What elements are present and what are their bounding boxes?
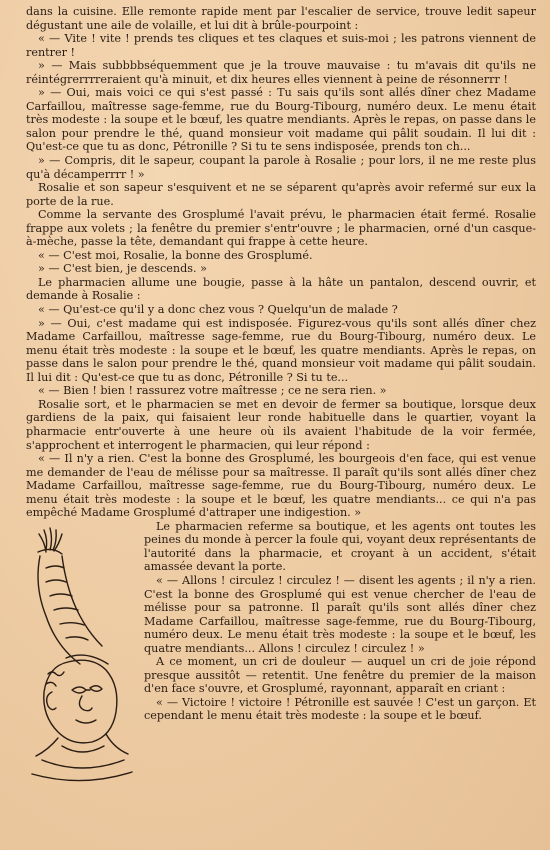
- paragraph: Le pharmacien referme sa boutique, et les agents ont toutes les peines du monde à percer la foule qui, voyant deux représentants de l'autorité dans la pharmacie, et croyant à un accident, s'était amassée devant la porte.: [144, 519, 536, 574]
- paragraph: dans la cuisine. Elle remonte rapide ment par l'escalier de service, trouve ledit sapeur dégustant une aile de volaille, et lui dit à brûle-pourpoint :: [26, 5, 536, 32]
- paragraph: « — Victoire ! victoire ! Pétronille est sauvée ! C'est un garçon. Et cependant le menu était très modeste : la soupe et le bœuf.: [144, 695, 536, 723]
- paragraph: Le pharmacien allume une bougie, passe à la hâte un pantalon, descend ouvrir, et demande à Rosalie :: [26, 275, 536, 303]
- pharmacist-nightcap-icon: [22, 524, 138, 786]
- paragraph: « — Allons ! circulez ! circulez ! — disent les agents ; il n'y a rien. C'est la bonne des Grosplumé qui est venue chercher de l'eau de mélisse pour sa patronne. Il paraît qu'ils sont allés dîner chez Madame Carfaillou, maîtresse sage-femme, rue du Bourg-Tibourg, numéro deux. Le menu était très modeste : la soupe et le bœuf, les quatre mendiants... Allons ! circulez ! circulez ! »: [144, 573, 536, 655]
- paragraph: « — Il n'y a rien. C'est la bonne des Grosplumé, les bourgeois d'en face, qui est venue me demander de l'eau de mélisse pour sa maîtresse. Il paraît qu'ils sont allés dîner chez Madame Carfaillou, maîtresse sage-femme, rue du Bourg-Tibourg, numéro deux. Le menu était très modeste : la soupe et le bœuf, les quatre mendiants... ce qui n'a pas empêché Madame Grosplumé d'attraper une indigestion. »: [26, 452, 536, 520]
- paragraph: Rosalie et son sapeur s'esquivent et ne se séparent qu'après avoir refermé sur eux la porte de la rue.: [26, 181, 536, 208]
- paragraph: Comme la servante des Grosplumé l'avait prévu, le pharmacien était fermé. Rosalie frappe aux volets ; la fenêtre du premier s'entr'ouvre ; le pharmacien, orné d'un casque-à-mèche, passe la tête, demandant qui frappe à cette heure.: [26, 208, 536, 249]
- paragraph: » — Oui, c'est madame qui est indisposée. Figurez-vous qu'ils sont allés dîner chez Madame Carfaillou, maîtresse sage-femme, rue du Bourg-Tibourg, numéro deux. Le menu était très modeste : la soupe et le bœuf, les quatre mendiants. Après le repas, on passe dans le salon pour prendre le thé, quand monsieur voit madame qui pâlit soudain. Il lui dit : Qu'est-ce que tu as donc, Pétronille ? Si tu te...: [26, 316, 536, 384]
- paragraph: Rosalie sort, et le pharmacien se met en devoir de fermer sa boutique, lorsque deux gardiens de la paix, qui faisaient leur ronde habituelle dans le quartier, voyant la pharmacie entr'ouverte à une heure où ils avaient l'habitude de la voir fermée, s'approchent et interrogent le pharmacien, qui leur répond :: [26, 397, 536, 452]
- paragraph: « — Vite ! vite ! prends tes cliques et tes claques et suis-moi ; les patrons viennent de rentrer !: [26, 32, 536, 59]
- paragraph: « — C'est moi, Rosalie, la bonne des Grosplumé.: [38, 248, 313, 262]
- paragraph: » — Oui, mais voici ce qui s'est passé : Tu sais qu'ils sont allés dîner chez Madame Carfaillou, maîtresse sage-femme, rue du Bourg-Tibourg, numéro deux. Le menu était très modeste : la soupe et le bœuf, les quatre mendiants. Après le repas, on passe dans le salon pour prendre le thé, quand monsieur voit madame qui pâlit soudain. Il lui dit : Qu'est-ce que tu as donc, Pétronille ? Si tu te sens indisposée, prends ton ch...: [26, 86, 536, 154]
- paragraph: « — Bien ! bien ! rassurez votre maîtresse ; ce ne sera rien. »: [38, 384, 387, 398]
- paragraph: » — Compris, dit le sapeur, coupant la parole à Rosalie ; pour lors, il ne me reste plus qu'à décamperrrr ! »: [26, 154, 536, 181]
- paragraph: A ce moment, un cri de douleur — auquel un cri de joie répond presque aussitôt — retentit. Une fenêtre du premier de la maison d'en face s'ouvre, et Grosplumé, rayonnant, apparaît en criant :: [144, 655, 536, 696]
- illustration-svg: [22, 524, 138, 786]
- paragraph: » — C'est bien, je descends. »: [38, 262, 207, 276]
- page-text: [26, 5, 536, 723]
- paragraph: » — Mais subbbbséquemment que je la trouve mauvaise : tu m'avais dit qu'ils ne réintégrerrrreraient qu'à minuit, et dix heures elles viennent à peine de résonnerrr !: [26, 59, 536, 86]
- paragraph: « — Qu'est-ce qu'il y a donc chez vous ? Quelqu'un de malade ?: [38, 303, 398, 317]
